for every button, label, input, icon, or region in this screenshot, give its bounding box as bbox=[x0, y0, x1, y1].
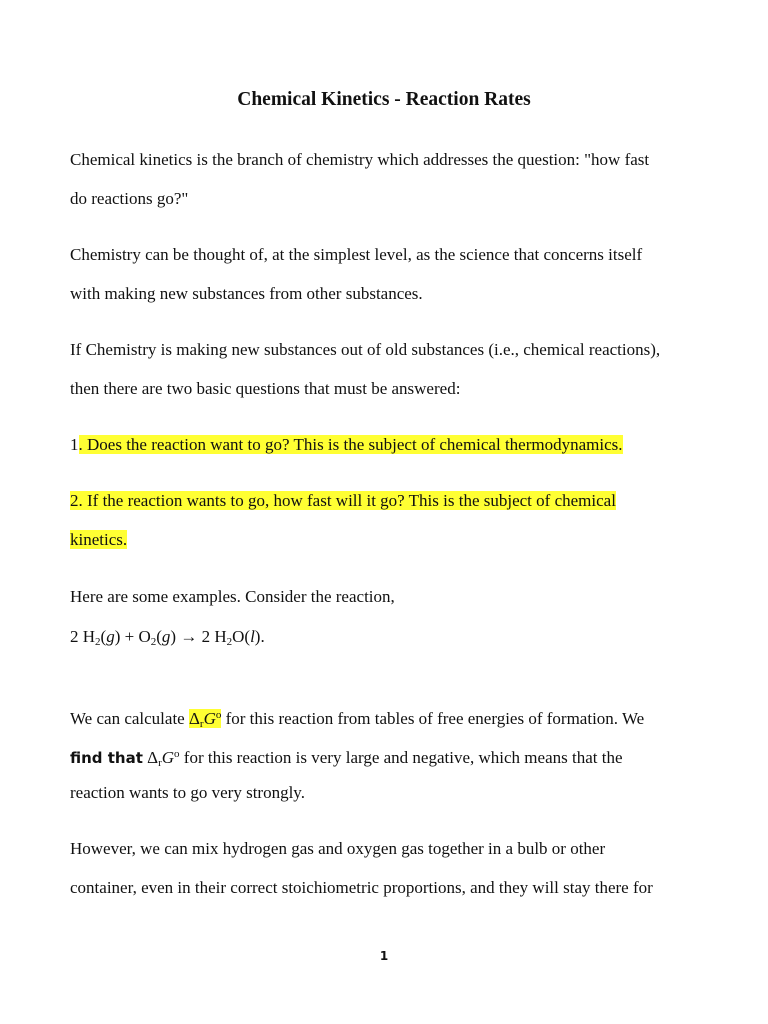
page-number: 1 bbox=[379, 949, 389, 963]
standard-state-symbol: o bbox=[215, 709, 222, 721]
bold-find-that: find that bbox=[70, 749, 143, 767]
delta-subscript: r bbox=[199, 718, 204, 730]
equation-arrow: ) → 2 H bbox=[170, 627, 227, 646]
paragraph-5-line-3: reaction wants to go very strongly. bbox=[70, 783, 305, 802]
paragraph-2-line-1: Chemistry can be thought of, at the simplest level, as the science that concerns itself bbox=[70, 245, 643, 264]
equation-paren: ( bbox=[156, 627, 162, 646]
equation-subscript: 2 bbox=[95, 636, 101, 648]
reaction-equation bbox=[70, 627, 265, 652]
equation-state: l bbox=[250, 627, 255, 646]
paragraph-4-line-1: Here are some examples. Consider the reaction, bbox=[70, 587, 395, 606]
paragraph-6-line-2: container, even in their correct stoichiometric proportions, and they will stay there for bbox=[70, 878, 653, 897]
question-2-highlighted-text-1: 2. If the reaction wants to go, how fast will it go? This is the subject of chemical bbox=[70, 491, 616, 510]
paragraph-2-line-2: with making new substances from other substances. bbox=[70, 284, 423, 303]
question-1-number: 1 bbox=[70, 435, 79, 454]
gibbs-symbol: G bbox=[161, 748, 175, 767]
question-2-highlighted-text-2: kinetics. bbox=[70, 530, 128, 549]
delta-symbol: Δ bbox=[188, 709, 200, 728]
delta-subscript: r bbox=[158, 757, 162, 769]
paragraph-6-line-1: However, we can mix hydrogen gas and oxygen gas together in a bulb or other bbox=[70, 839, 606, 858]
paragraph-3-line-1: If Chemistry is making new substances out of old substances (i.e., chemical reactions), bbox=[70, 340, 661, 359]
equation-o2-term: ) + O bbox=[114, 627, 151, 646]
paragraph-5-text: for this reaction is very large and negative, which means that the bbox=[179, 748, 623, 767]
paragraph-5-line-1 bbox=[70, 705, 644, 734]
equation-end: ). bbox=[254, 627, 265, 646]
equation-subscript: 2 bbox=[226, 636, 233, 648]
delta-symbol: Δ bbox=[142, 748, 159, 767]
delta-g-highlighted bbox=[189, 709, 221, 728]
equation-product: O( bbox=[232, 627, 251, 646]
equation-state: g bbox=[106, 627, 115, 646]
question-2-line-1 bbox=[70, 491, 616, 511]
question-1-highlighted-text: . Does the reaction want to go? This is the subject of chemical thermodynamics. bbox=[78, 435, 623, 454]
paragraph-1-line-2: do reactions go?" bbox=[70, 189, 189, 208]
question-2-line-2 bbox=[70, 530, 127, 550]
standard-state-symbol: o bbox=[174, 748, 180, 760]
gibbs-symbol: G bbox=[203, 709, 216, 728]
question-1 bbox=[70, 435, 623, 455]
paragraph-1-line-1: Chemical kinetics is the branch of chemistry which addresses the question: "how fast bbox=[70, 150, 650, 169]
equation-h2-term: 2 H bbox=[70, 627, 96, 646]
paragraph-5-text: We can calculate bbox=[70, 709, 189, 728]
equation-state: g bbox=[161, 627, 171, 646]
equation-subscript: 2 bbox=[150, 636, 157, 648]
document-title: Chemical Kinetics - Reaction Rates bbox=[237, 89, 531, 110]
paragraph-5-text: for this reaction from tables of free energies of formation. We bbox=[221, 709, 645, 728]
paragraph-3-line-2: then there are two basic questions that must be answered: bbox=[70, 379, 461, 398]
paragraph-5-line-2 bbox=[70, 744, 623, 773]
equation-paren: ( bbox=[100, 627, 107, 646]
